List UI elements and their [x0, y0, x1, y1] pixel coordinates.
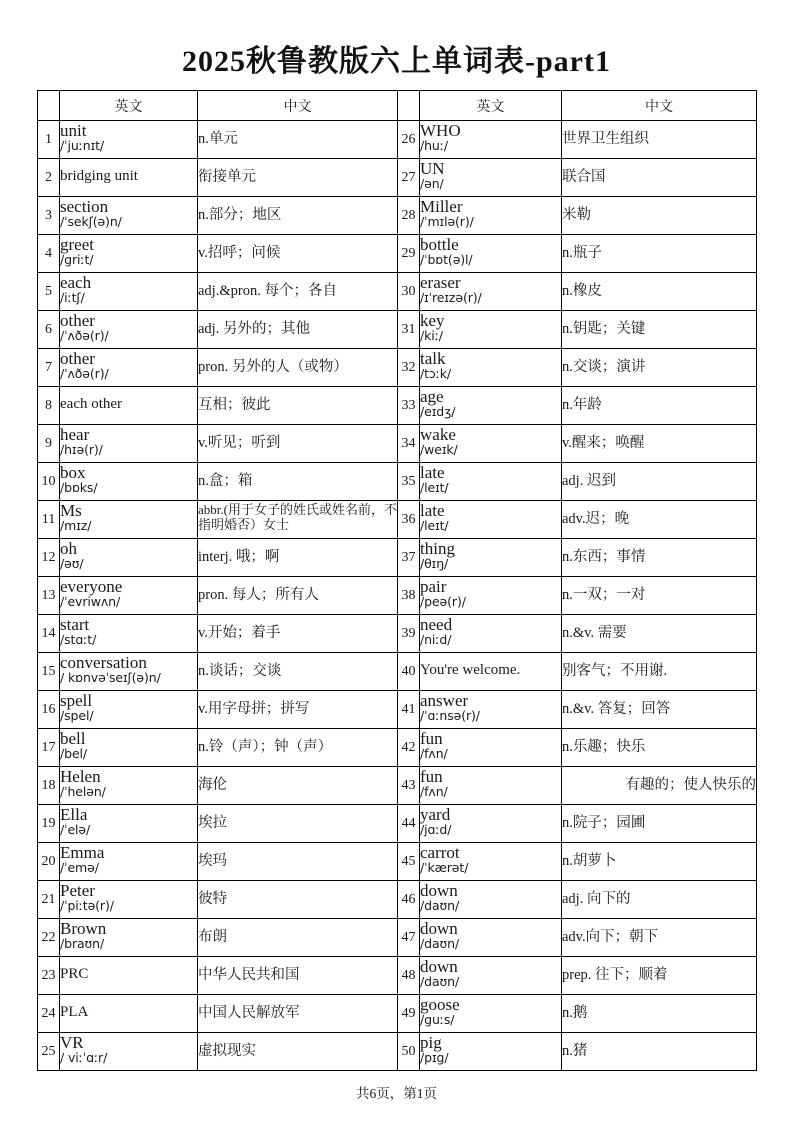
cell-english	[60, 691, 198, 729]
cell-number: 1	[38, 121, 60, 159]
cell-chinese: n.铃（声）；钟（声）	[198, 729, 398, 767]
cell-english	[60, 843, 198, 881]
cell-number: 11	[38, 501, 60, 539]
header-row	[38, 91, 757, 121]
cell-number: 27	[398, 159, 420, 197]
english-word: key	[420, 311, 445, 330]
cell-number: 7	[38, 349, 60, 387]
phonetic-transcription: / kɒnvəˈseɪʃ(ə)n/	[60, 670, 161, 685]
cell-chinese: 埃拉	[198, 805, 398, 843]
cell-english	[420, 235, 562, 273]
phonetic-transcription: /ˈelə/	[60, 822, 91, 837]
table-row	[38, 995, 757, 1033]
cell-number: 32	[398, 349, 420, 387]
cell-english	[60, 1033, 198, 1071]
phonetic-transcription: /θɪŋ/	[420, 556, 449, 571]
cell-chinese: 世界卫生组织	[562, 121, 757, 159]
cell-chinese: v.招呼；问候	[198, 235, 398, 273]
cell-chinese: n.院子；园圃	[562, 805, 757, 843]
phonetic-transcription: /niːd/	[420, 632, 452, 647]
phonetic-transcription: /leɪt/	[420, 518, 449, 533]
cell-number: 44	[398, 805, 420, 843]
english-word: greet	[60, 235, 94, 254]
english-word: carrot	[420, 843, 460, 862]
page-footer: 共6页，第1页	[356, 1086, 437, 1101]
cell-chinese: 别客气；不用谢.	[562, 653, 757, 691]
cell-chinese: adj. 迟到	[562, 463, 757, 501]
cell-chinese: pron. 每人；所有人	[198, 577, 398, 615]
cell-number: 47	[398, 919, 420, 957]
cell-chinese: v.开始；着手	[198, 615, 398, 653]
phonetic-transcription: /bɒks/	[60, 480, 98, 495]
cell-chinese: 联合国	[562, 159, 757, 197]
header-number-right	[398, 91, 420, 121]
phonetic-transcription: / viːˈɑːr/	[60, 1050, 108, 1065]
cell-chinese: n.&v. 需要	[562, 615, 757, 653]
cell-english	[60, 919, 198, 957]
cell-number: 49	[398, 995, 420, 1033]
cell-english	[420, 881, 562, 919]
cell-number: 28	[398, 197, 420, 235]
table-row	[38, 273, 757, 311]
cell-chinese: n.乐趣；快乐	[562, 729, 757, 767]
header-english-left: 英文	[60, 91, 198, 121]
phonetic-transcription: /kiː/	[420, 328, 443, 343]
cell-english	[420, 1033, 562, 1071]
cell-number: 10	[38, 463, 60, 501]
cell-number: 15	[38, 653, 60, 691]
cell-number: 14	[38, 615, 60, 653]
cell-chinese: n.瓶子	[562, 235, 757, 273]
cell-number: 21	[38, 881, 60, 919]
table-row	[38, 197, 757, 235]
cell-number: 36	[398, 501, 420, 539]
cell-chinese: 米勒	[562, 197, 757, 235]
cell-chinese: 埃玛	[198, 843, 398, 881]
cell-number: 2	[38, 159, 60, 197]
cell-english	[60, 653, 198, 691]
cell-english	[420, 843, 562, 881]
cell-english	[60, 311, 198, 349]
english-word: Miller	[420, 197, 463, 216]
english-word: other	[60, 349, 95, 368]
english-word: WHO	[420, 121, 461, 140]
phonetic-transcription: /ˈkærət/	[420, 860, 469, 875]
table-row	[38, 501, 757, 539]
cell-chinese: n.东西；事情	[562, 539, 757, 577]
cell-english	[420, 539, 562, 577]
cell-english	[420, 349, 562, 387]
cell-number: 37	[398, 539, 420, 577]
table-row	[38, 881, 757, 919]
cell-chinese: n.交谈；演讲	[562, 349, 757, 387]
cell-chinese: 互相；彼此	[198, 387, 398, 425]
cell-number: 23	[38, 957, 60, 995]
cell-number: 25	[38, 1033, 60, 1071]
cell-english	[420, 463, 562, 501]
cell-chinese: n.钥匙；关键	[562, 311, 757, 349]
cell-number: 50	[398, 1033, 420, 1071]
english-word: talk	[420, 349, 446, 368]
cell-chinese: v.用字母拼；拼写	[198, 691, 398, 729]
cell-english	[60, 159, 198, 197]
cell-chinese: 虚拟现实	[198, 1033, 398, 1071]
table-row	[38, 1033, 757, 1071]
cell-chinese: 中华人民共和国	[198, 957, 398, 995]
cell-number: 13	[38, 577, 60, 615]
cell-english	[60, 729, 198, 767]
cell-chinese: n.&v. 答复；回答	[562, 691, 757, 729]
cell-english	[420, 387, 562, 425]
cell-chinese: n.部分；地区	[198, 197, 398, 235]
table-row	[38, 767, 757, 805]
table-row	[38, 311, 757, 349]
cell-chinese: 海伦	[198, 767, 398, 805]
phonetic-transcription: /braʊn/	[60, 936, 105, 951]
phonetic-transcription: /ˈhelən/	[60, 784, 106, 799]
table-header	[38, 91, 757, 121]
cell-chinese: n.一双；一对	[562, 577, 757, 615]
cell-english	[420, 273, 562, 311]
english-word: Emma	[60, 843, 105, 862]
cell-english	[420, 121, 562, 159]
cell-chinese: v.醒来；唤醒	[562, 425, 757, 463]
cell-number: 46	[398, 881, 420, 919]
cell-english	[60, 995, 198, 1033]
cell-number: 24	[38, 995, 60, 1033]
phonetic-transcription: /iːtʃ/	[60, 290, 85, 305]
cell-number: 39	[398, 615, 420, 653]
table-row	[38, 729, 757, 767]
table-row	[38, 919, 757, 957]
english-word: Helen	[60, 767, 101, 786]
cell-number: 18	[38, 767, 60, 805]
english-word: VR	[60, 1033, 84, 1052]
vocabulary-table	[37, 90, 757, 1071]
english-word: pig	[420, 1033, 442, 1052]
phonetic-transcription: /eɪdʒ/	[420, 404, 456, 419]
phonetic-transcription: /stɑːt/	[60, 632, 97, 647]
cell-chinese: adj. 另外的；其他	[198, 311, 398, 349]
cell-number: 6	[38, 311, 60, 349]
cell-number: 41	[398, 691, 420, 729]
cell-english	[420, 995, 562, 1033]
header-chinese-right: 中文	[562, 91, 757, 121]
cell-chinese: interj. 哦；啊	[198, 539, 398, 577]
english-word: yard	[420, 805, 451, 824]
cell-english	[420, 615, 562, 653]
english-word: fun	[420, 767, 443, 786]
english-word: pair	[420, 577, 447, 596]
cell-chinese: adj.&pron. 每个；各自	[198, 273, 398, 311]
english-word: down	[420, 881, 458, 900]
table-body	[38, 121, 757, 1071]
cell-number: 34	[398, 425, 420, 463]
cell-english	[420, 919, 562, 957]
cell-chinese: prep. 往下；顺着	[562, 957, 757, 995]
phonetic-transcription: /ˈbɒt(ə)l/	[420, 252, 473, 267]
cell-chinese: n.年龄	[562, 387, 757, 425]
cell-number: 9	[38, 425, 60, 463]
phonetic-transcription: /daʊn/	[420, 898, 460, 913]
cell-chinese: 布朗	[198, 919, 398, 957]
phonetic-transcription: /jɑːd/	[420, 822, 452, 837]
phonetic-transcription: /guːs/	[420, 1012, 455, 1027]
cell-number: 8	[38, 387, 60, 425]
english-word: start	[60, 615, 90, 634]
cell-english	[420, 957, 562, 995]
english-word: wake	[420, 425, 456, 444]
english-word: section	[60, 197, 109, 216]
cell-english	[420, 311, 562, 349]
phonetic-transcription: /leɪt/	[420, 480, 449, 495]
english-word: other	[60, 311, 95, 330]
cell-chinese: n.猪	[562, 1033, 757, 1071]
cell-number: 20	[38, 843, 60, 881]
english-word: bottle	[420, 235, 459, 254]
cell-number: 29	[398, 235, 420, 273]
cell-number: 3	[38, 197, 60, 235]
phonetic-transcription: /peə(r)/	[420, 594, 466, 609]
english-word: oh	[60, 539, 77, 558]
english-word: thing	[420, 539, 455, 558]
cell-chinese: pron. 另外的人（或物）	[198, 349, 398, 387]
phonetic-transcription: /mɪz/	[60, 518, 92, 533]
cell-number: 40	[398, 653, 420, 691]
cell-chinese: 有趣的；使人快乐的	[562, 767, 757, 805]
vocabulary-table-container	[37, 90, 756, 1071]
cell-english	[60, 273, 198, 311]
english-word: answer	[420, 691, 469, 710]
phonetic-transcription: /daʊn/	[420, 936, 460, 951]
cell-number: 17	[38, 729, 60, 767]
cell-number: 12	[38, 539, 60, 577]
cell-chinese: adv.向下；朝下	[562, 919, 757, 957]
phonetic-transcription: /ˈsekʃ(ə)n/	[60, 214, 122, 229]
cell-number: 42	[398, 729, 420, 767]
english-word: need	[420, 615, 453, 634]
header-number-left	[38, 91, 60, 121]
cell-english	[60, 957, 198, 995]
phonetic-transcription: /ˈpiːtə(r)/	[60, 898, 114, 913]
english-word: goose	[420, 995, 460, 1014]
phonetic-transcription: /griːt/	[60, 252, 94, 267]
english-word: eraser	[420, 273, 461, 292]
english-word: late	[420, 501, 445, 520]
phonetic-transcription: /fʌn/	[420, 746, 448, 761]
cell-english	[60, 805, 198, 843]
phonetic-transcription: /hɪə(r)/	[60, 442, 103, 457]
cell-english	[420, 159, 562, 197]
cell-number: 19	[38, 805, 60, 843]
phonetic-transcription: /ˈjuːnɪt/	[60, 138, 105, 153]
cell-number: 30	[398, 273, 420, 311]
phonetic-transcription: /pɪg/	[420, 1050, 449, 1065]
cell-english	[420, 653, 562, 691]
cell-english	[60, 349, 198, 387]
cell-chinese: n.盒；箱	[198, 463, 398, 501]
table-row	[38, 653, 757, 691]
cell-chinese: n.橡皮	[562, 273, 757, 311]
table-row	[38, 843, 757, 881]
cell-number: 33	[398, 387, 420, 425]
phonetic-transcription: /ˈʌðə(r)/	[60, 328, 109, 343]
cell-english	[60, 387, 198, 425]
cell-english	[60, 425, 198, 463]
table-row	[38, 463, 757, 501]
english-word: hear	[60, 425, 90, 444]
phonetic-transcription: /huː/	[420, 138, 448, 153]
phonetic-transcription: /spel/	[60, 708, 94, 723]
cell-english	[420, 805, 562, 843]
cell-chinese: 衔接单元	[198, 159, 398, 197]
english-word: Peter	[60, 881, 95, 900]
cell-english	[60, 881, 198, 919]
phonetic-transcription: /ən/	[420, 176, 444, 191]
english-word: down	[420, 957, 458, 976]
phonetic-transcription: /tɔːk/	[420, 366, 452, 381]
cell-english	[60, 501, 198, 539]
cell-english	[420, 767, 562, 805]
phonetic-transcription: /ˈʌðə(r)/	[60, 366, 109, 381]
english-word: You're welcome.	[420, 662, 521, 678]
cell-english	[60, 615, 198, 653]
english-word: spell	[60, 691, 93, 710]
english-word: unit	[60, 121, 87, 140]
cell-number: 16	[38, 691, 60, 729]
phonetic-transcription: /weɪk/	[420, 442, 458, 457]
cell-chinese: adj. 向下的	[562, 881, 757, 919]
cell-english	[420, 691, 562, 729]
table-row	[38, 805, 757, 843]
cell-number: 45	[398, 843, 420, 881]
phonetic-transcription: /daʊn/	[420, 974, 460, 989]
cell-chinese: 中国人民解放军	[198, 995, 398, 1033]
cell-chinese: n.鹅	[562, 995, 757, 1033]
table-row	[38, 425, 757, 463]
cell-chinese: n.胡萝卜	[562, 843, 757, 881]
english-word: PRC	[60, 966, 89, 982]
header-chinese-left: 中文	[198, 91, 398, 121]
cell-chinese: n.谈话；交谈	[198, 653, 398, 691]
cell-number: 26	[398, 121, 420, 159]
table-row	[38, 121, 757, 159]
english-word: box	[60, 463, 86, 482]
english-word: fun	[420, 729, 443, 748]
cell-number: 4	[38, 235, 60, 273]
table-row	[38, 159, 757, 197]
english-word: PLA	[60, 1004, 89, 1020]
english-word: UN	[420, 159, 445, 178]
english-word: bell	[60, 729, 86, 748]
phonetic-transcription: /ˈmɪlə(r)/	[420, 214, 474, 229]
english-word: each other	[60, 396, 123, 412]
cell-chinese: adv.迟；晚	[562, 501, 757, 539]
table-row	[38, 615, 757, 653]
english-word: down	[420, 919, 458, 938]
cell-english	[60, 235, 198, 273]
table-row	[38, 957, 757, 995]
table-row	[38, 349, 757, 387]
phonetic-transcription: /fʌn/	[420, 784, 448, 799]
cell-number: 48	[398, 957, 420, 995]
table-row	[38, 539, 757, 577]
cell-english	[420, 197, 562, 235]
english-word: age	[420, 387, 444, 406]
table-row	[38, 387, 757, 425]
phonetic-transcription: /bel/	[60, 746, 88, 761]
english-word: late	[420, 463, 445, 482]
cell-chinese: n.单元	[198, 121, 398, 159]
cell-number: 35	[398, 463, 420, 501]
cell-chinese: v.听见；听到	[198, 425, 398, 463]
cell-chinese: abbr.(用于女子的姓氏或姓名前，不指明婚否）女士	[198, 501, 398, 539]
cell-english	[60, 539, 198, 577]
cell-english	[420, 501, 562, 539]
phonetic-transcription: /ˈɑːnsə(r)/	[420, 708, 480, 723]
english-word: everyone	[60, 577, 123, 596]
cell-english	[420, 425, 562, 463]
phonetic-transcription: /ˈemə/	[60, 860, 99, 875]
cell-english	[420, 577, 562, 615]
cell-english	[60, 577, 198, 615]
english-word: each	[60, 273, 92, 292]
table-row	[38, 577, 757, 615]
cell-number: 5	[38, 273, 60, 311]
table-row	[38, 691, 757, 729]
cell-english	[60, 197, 198, 235]
phonetic-transcription: /ˈevriwʌn/	[60, 594, 121, 609]
english-word: Brown	[60, 919, 107, 938]
cell-english	[420, 729, 562, 767]
cell-number: 22	[38, 919, 60, 957]
cell-number: 31	[398, 311, 420, 349]
cell-english	[60, 121, 198, 159]
cell-number: 38	[398, 577, 420, 615]
cell-number: 43	[398, 767, 420, 805]
table-row	[38, 235, 757, 273]
phonetic-transcription: /əʊ/	[60, 556, 84, 571]
header-english-right: 英文	[420, 91, 562, 121]
cell-english	[60, 463, 198, 501]
cell-chinese: 彼特	[198, 881, 398, 919]
page-title: 2025秋鲁教版六上单词表-part1	[182, 45, 611, 78]
english-word: conversation	[60, 653, 147, 672]
cell-english	[60, 767, 198, 805]
english-word: Ms	[60, 501, 82, 520]
english-word: bridging unit	[60, 168, 138, 184]
phonetic-transcription: /ɪˈreɪzə(r)/	[420, 290, 482, 305]
english-word: Ella	[60, 805, 88, 824]
